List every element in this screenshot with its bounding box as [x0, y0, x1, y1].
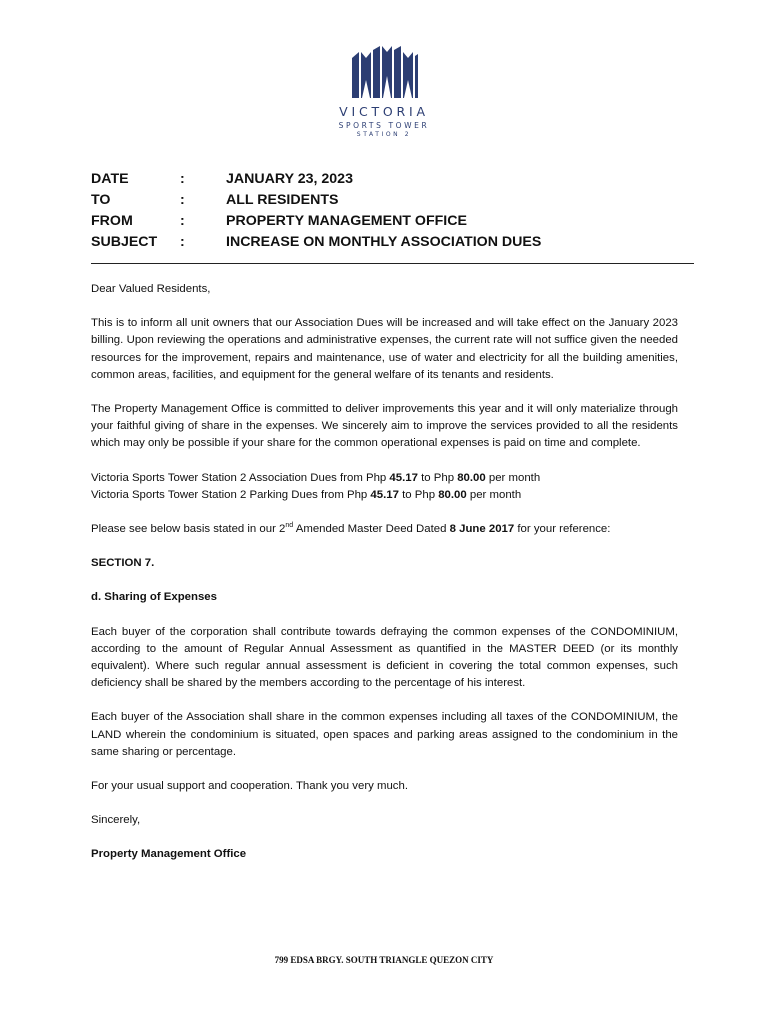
dues-text: to Php: [398, 488, 439, 501]
letterhead-logo: [0, 46, 768, 138]
logo-station: STATION 2: [356, 131, 412, 138]
signature: Property Management Office: [91, 848, 247, 861]
basis-reference: [91, 521, 678, 538]
memo-value: INCREASE ON MONTHLY ASSOCIATION DUES: [226, 233, 542, 250]
association-dues-line: [91, 470, 678, 487]
memo-label: TO: [91, 191, 111, 208]
dues-text: Victoria Sports Tower Station 2 Association Dues from Php: [91, 471, 390, 484]
parking-dues-line: [91, 487, 678, 504]
closing-line: For your usual support and cooperation. Thank you very much.: [91, 780, 409, 793]
dues-text: Victoria Sports Tower Station 2 Parking Dues from Php: [91, 488, 371, 501]
salutation: Dear Valued Residents,: [91, 283, 211, 295]
paragraph-notice: This is to inform all unit owners that our Association Dues will be increased and will take effect on the January 2023 billing. Upon reviewing the operations and administrative expenses, the current rate will not suffice given the needed resources for the improvement, repairs and maintenance, use of water and electricity for all the building amenities, common areas, facilities, and equipment for the general welfare of its tenants and residents.: [91, 317, 678, 381]
basis-text: for your reference:: [514, 523, 611, 536]
memo-label: SUBJECT: [91, 233, 158, 250]
ordinal-suffix: nd: [285, 522, 294, 530]
memo-value: JANUARY 23, 2023: [226, 170, 353, 187]
dues-from-amount: 45.17: [389, 471, 418, 484]
dues-text: to Php: [417, 471, 458, 484]
dues-text: per month: [485, 471, 541, 484]
victoria-tower-logo-icon: [350, 46, 418, 98]
memo-row-date: [91, 168, 611, 189]
deed-date: 8 June 2017: [449, 523, 515, 536]
signoff: Sincerely,: [91, 814, 141, 827]
paragraph-commitment: The Property Management Office is committed to deliver improvements this year and it will only materialize through your faithful giving of share in the expenses. We sincerely aim to improve the services provided to all the residents which may only be possible if your share for the common operational expenses is paid on time and complete.: [91, 403, 678, 450]
letter-body: [91, 281, 678, 881]
logo-name: VICTORIA: [339, 104, 429, 119]
header-divider: [91, 263, 694, 264]
paragraph-section-association: Each buyer of the Association shall share in the common expenses including all taxes of the CONDOMINIUM, the LAND wherein the condominium is situated, open spaces and parking areas assigned to the condominium in the same sharing or percentage.: [91, 711, 678, 758]
footer-address: 799 EDSA BRGY. SOUTH TRIANGLE QUEZON CITY: [274, 955, 494, 965]
dues-to-amount: 80.00: [438, 488, 467, 501]
memo-header: [91, 168, 611, 252]
memo-colon: :: [180, 212, 185, 229]
memo-label: FROM: [91, 212, 133, 229]
memo-row-to: [91, 189, 611, 210]
dues-from-amount: 45.17: [370, 488, 399, 501]
basis-text: Please see below basis stated in our 2: [91, 523, 286, 536]
memo-colon: :: [180, 170, 185, 187]
section-heading: SECTION 7.: [91, 557, 155, 570]
memo-row-from: [91, 210, 611, 231]
memo-value: PROPERTY MANAGEMENT OFFICE: [226, 212, 467, 229]
dues-to-amount: 80.00: [457, 471, 486, 484]
memo-label: DATE: [91, 170, 129, 187]
subsection-heading: d. Sharing of Expenses: [91, 591, 217, 604]
logo-subtitle: SPORTS TOWER: [338, 121, 430, 130]
memo-row-subject: [91, 231, 611, 252]
memo-colon: :: [180, 233, 185, 250]
memo-value: ALL RESIDENTS: [226, 191, 339, 208]
paragraph-section-corporation: Each buyer of the corporation shall contribute towards defraying the common expenses of the CONDOMINIUM, according to the amount of Regular Annual Assessment as quantified in the MASTER DEED (or its monthly equivalent). Where such regular annual assessment is deficient in covering the total common expenses, such deficiency shall be shared by the members according to the percentage of his interest.: [91, 625, 678, 690]
dues-text: per month: [466, 488, 522, 501]
basis-text: Amended Master Deed Dated: [293, 523, 450, 536]
memo-colon: :: [180, 191, 185, 208]
